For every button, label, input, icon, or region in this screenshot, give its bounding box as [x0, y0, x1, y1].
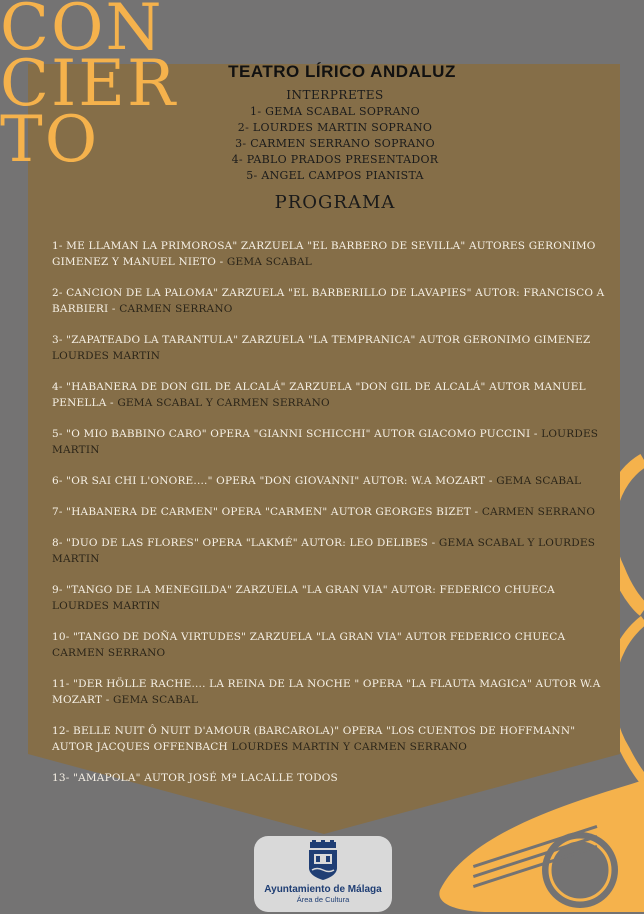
interpretes-list	[200, 104, 470, 184]
title-line-1: CON	[0, 0, 164, 65]
programa-item	[52, 629, 612, 661]
item-performers: CARMEN SERRANO	[52, 647, 166, 659]
programa-item	[52, 426, 612, 458]
programa-item	[52, 332, 612, 364]
item-text: 8- "DUO DE LAS FLORES" OPERA "LAKMÉ" AUTOR: LEO DELIBES -	[52, 537, 439, 549]
item-text: 7- "HABANERA DE CARMEN" OPERA "CARMEN" AUTOR GEORGES BIZET -	[52, 506, 482, 518]
item-performers: LOURDES MARTIN	[52, 428, 599, 456]
item-text: 10- "TANGO DE DOÑA VIRTUDES" ZARZUELA "LA GRAN VIA" AUTOR FEDERICO CHUECA	[52, 631, 566, 643]
item-text: 2- CANCION DE LA PALOMA" ZARZUELA "EL BARBERILLO DE LAVAPIES" AUTOR: FRANCISCO A BARBIERI -	[52, 287, 605, 315]
item-performers: CARMEN SERRANO	[119, 303, 233, 315]
item-performers: LOURDES MARTIN Y CARMEN SERRANO	[231, 741, 468, 753]
item-performers: GEMA SCABAL	[113, 694, 199, 706]
item-text: 9- "TANGO DE LA MENEGILDA" ZARZUELA "LA GRAN VIA" AUTOR: FEDERICO CHUECA	[52, 584, 555, 596]
item-text: 5- "O MIO BABBINO CARO" OPERA "GIANNI SCHICCHI" AUTOR GIACOMO PUCCINI -	[52, 428, 542, 440]
title-line-3: TO	[0, 103, 100, 177]
item-performers: GEMA SCABAL	[496, 475, 582, 487]
logo-name: Ayuntamiento de Málaga	[264, 884, 382, 895]
item-performers: CARMEN SERRANO	[481, 506, 596, 518]
programa-item	[52, 535, 612, 567]
programa-item	[52, 285, 612, 317]
item-text: 11- "DER HÖLLE RACHE.... LA REINA DE LA NOCHE " OPERA "LA FLAUTA MAGICA" AUTOR W.A MOZART -	[52, 678, 601, 706]
programa-item	[52, 473, 612, 489]
programa-list	[52, 238, 612, 801]
item-performers: GEMA SCABAL Y LOURDES MARTIN	[52, 537, 596, 565]
programa-item	[52, 723, 612, 755]
interpretes-title: INTERPRETES	[286, 88, 384, 102]
programa-item	[52, 676, 612, 708]
item-text: 6- "OR SAI CHI L'ONORE...." OPERA "DON GIOVANNI" AUTOR: W.A MOZART -	[52, 475, 497, 487]
item-text: 13- "AMAPOLA" AUTOR JOSÉ Mª LACALLE TODOS	[52, 772, 338, 784]
programa-item	[52, 770, 612, 786]
programa-title: PROGRAMA	[274, 192, 396, 213]
city-crest-icon	[306, 840, 340, 880]
interprete-item: 4- PABLO PRADOS PRESENTADOR	[231, 153, 439, 166]
interprete-item: 2- LOURDES MARTIN SOPRANO	[237, 121, 433, 134]
item-performers: GEMA SCABAL	[226, 256, 312, 268]
company-title: TEATRO LÍRICO ANDALUZ	[228, 62, 456, 81]
interprete-item: 3- CARMEN SERRANO SOPRANO	[235, 137, 435, 150]
concierto-title	[0, 0, 178, 177]
item-text: 12- BELLE NUIT Ô NUIT D'AMOUR (BARCAROLA)" OPERA "LOS CUENTOS DE HOFFMANN" AUTOR JACQUES OFFENBACH	[52, 725, 576, 753]
item-text: 4- "HABANERA DE DON GIL DE ALCALÁ" ZARZUELA "DON GIL DE ALCALÁ" AUTOR MANUEL PENELLA -	[52, 381, 586, 409]
item-text: 3- "ZAPATEADO LA TARANTULA" ZARZUELA "LA TEMPRANICA" AUTOR GERONIMO GIMENEZ	[52, 334, 591, 346]
item-text: 1- ME LLAMAN LA PRIMOROSA" ZARZUELA "EL BARBERO DE SEVILLA" AUTORES GERONIMO GIMENEZ Y MANUEL NIETO -	[52, 240, 596, 268]
item-performers: LOURDES MARTIN	[52, 350, 161, 362]
programa-item	[52, 504, 612, 520]
programa-item	[52, 379, 612, 411]
programa-item	[52, 582, 612, 614]
logo-sub: Área de Cultura	[296, 895, 350, 904]
item-performers: LOURDES MARTIN	[52, 600, 161, 612]
item-performers: GEMA SCABAL Y CARMEN SERRANO	[117, 397, 330, 409]
ayuntamiento-logo	[254, 836, 392, 912]
title-line-2: CIER	[0, 47, 178, 121]
programa-item	[52, 238, 612, 270]
interprete-item: 5- ANGEL CAMPOS PIANISTA	[246, 169, 424, 182]
interprete-item: 1- GEMA SCABAL SOPRANO	[250, 105, 420, 118]
